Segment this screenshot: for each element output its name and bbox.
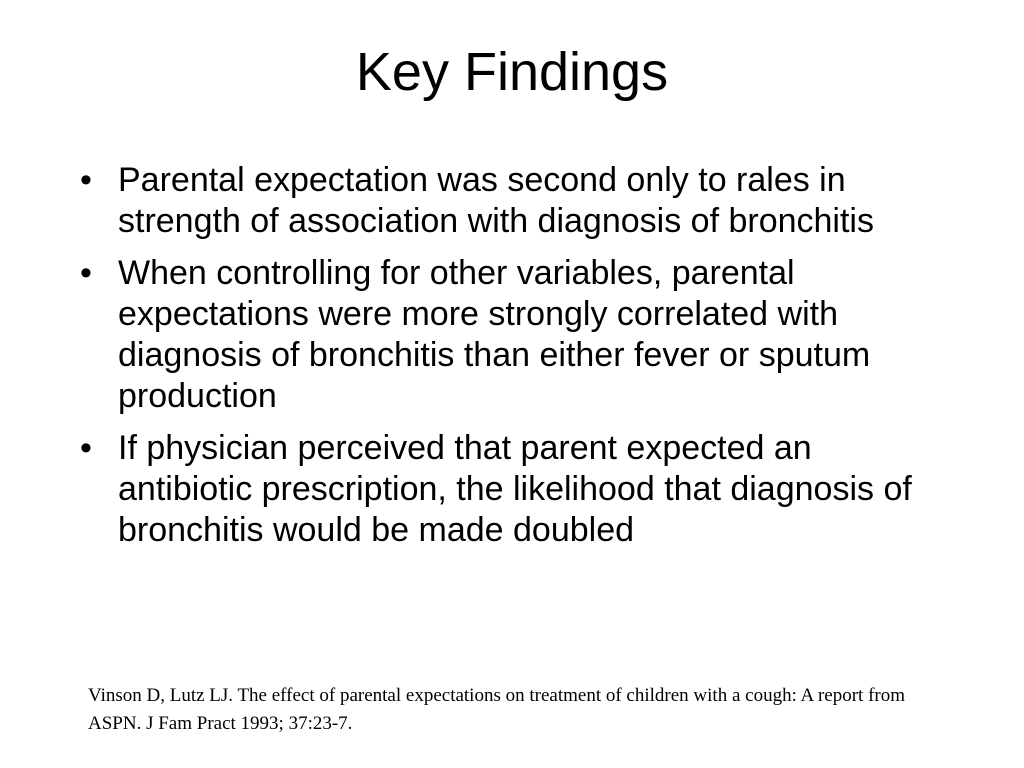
bullet-marker: •: [80, 429, 92, 467]
bullet-text: When controlling for other variables, parental expectations were more strongly correlated with diagnosis of bronchitis than either fever or sputum production: [118, 254, 871, 415]
bullet-marker: •: [80, 161, 92, 199]
bullet-item: [78, 253, 938, 417]
bullet-marker: •: [80, 254, 92, 292]
bullet-list: [78, 160, 938, 562]
bullet-item: [78, 160, 938, 242]
bullet-item: [78, 428, 938, 551]
slide-title: Key Findings: [355, 42, 669, 102]
bullet-text: If physician perceived that parent expected an antibiotic prescription, the likelihood that diagnosis of bronchitis would be made doubled: [118, 429, 912, 549]
bullet-text: Parental expectation was second only to rales in strength of association with diagnosis of bronchitis: [118, 161, 874, 240]
citation: Vinson D, Lutz LJ. The effect of parental expectations on treatment of children with a cough: A report from ASPN. J Fam Pract 1993; 37:23-7.: [88, 685, 906, 734]
